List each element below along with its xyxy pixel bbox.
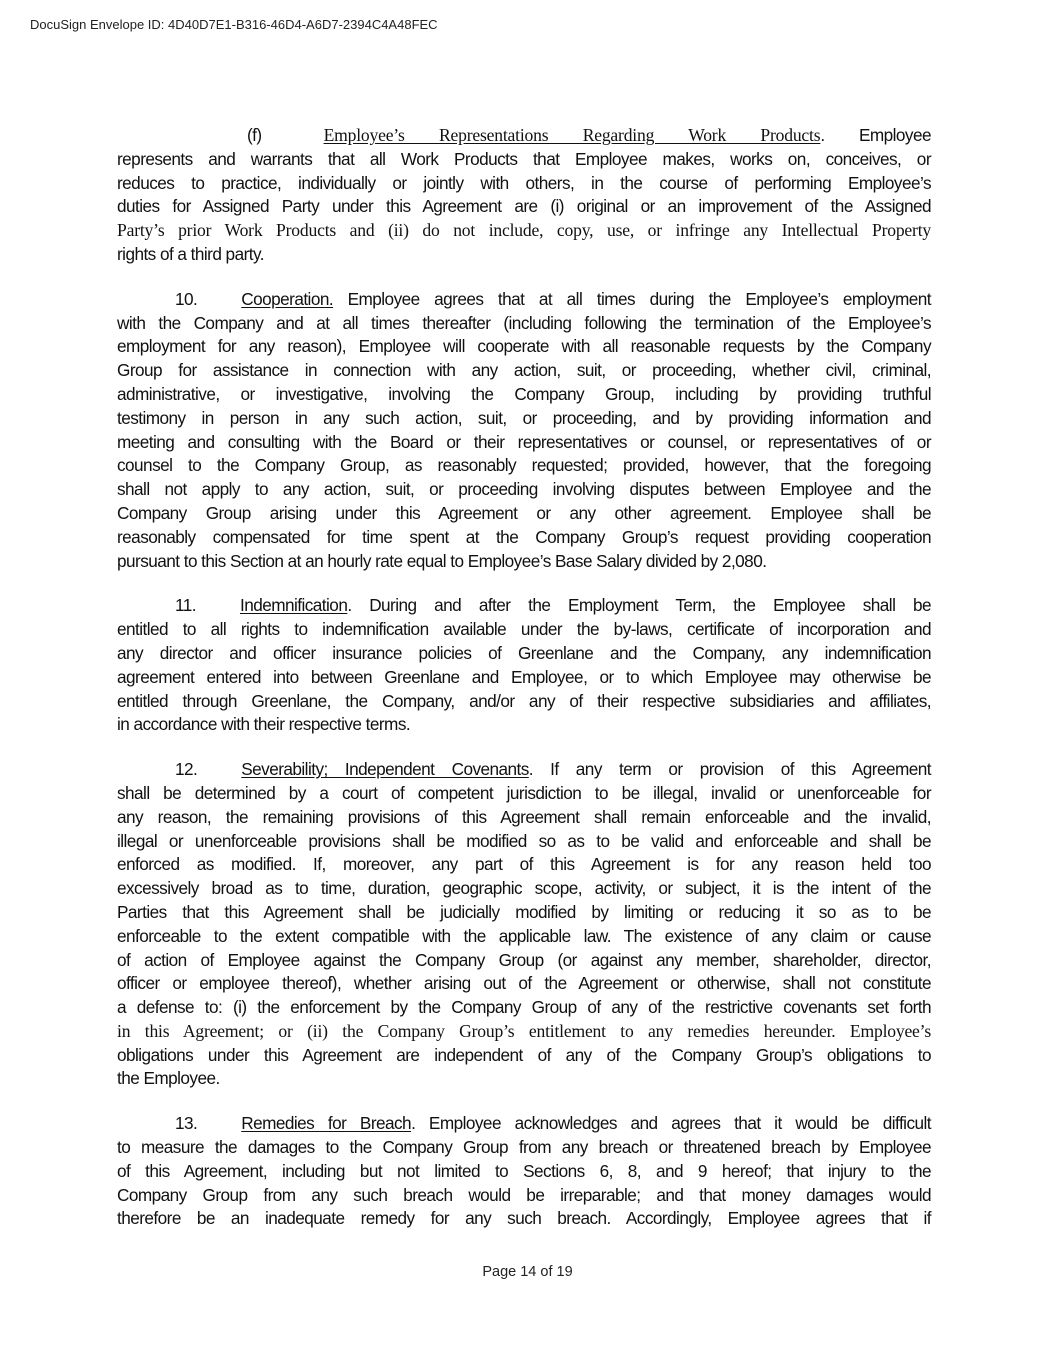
section-first-line (117, 1112, 931, 1136)
section-text: . During and after the Employment Term, the Employee shall be (347, 595, 931, 616)
section-line: agreement entered into between Greenlane and Employee, or to which Employee may otherwise be (117, 666, 931, 687)
section-line: Company Group arising under this Agreement or any other agreement. Employee shall be (117, 502, 931, 523)
section-line: of action of Employee against the Company Group (or against any member, shareholder, director, (117, 949, 931, 970)
section-number: 11. (175, 595, 196, 616)
section-line: pursuant to this Section at an hourly rate equal to Employee’s Base Salary divided by 2,080. (117, 550, 767, 571)
section-text: . If any term or provision of this Agreement (528, 759, 931, 780)
section-heading: Indemnification (239, 595, 348, 616)
section-line: shall be determined by a court of competent jurisdiction to be illegal, invalid or unenforceable for (117, 782, 931, 803)
section-first-line (117, 758, 931, 782)
section-line: testimony in person in any such action, suit, or proceeding, and by providing information and (117, 407, 931, 428)
section-line: any reason, the remaining provisions of this Agreement shall remain enforceable and the invalid, (117, 806, 931, 827)
section-line: a defense to: (i) the enforcement by the Company Group of any of the restrictive covenants set forth (117, 997, 931, 1018)
section-line: illegal or unenforceable provisions shall be modified so as to be valid and enforceable and shall be (117, 830, 931, 851)
section-heading: Employee’s Representations Regarding Work Products (323, 125, 821, 145)
section-line: rights of a third party. (117, 243, 264, 264)
section-line: reasonably compensated for time spent at the Company Group’s request providing cooperation (117, 526, 931, 547)
section-number: 13. (175, 1113, 198, 1134)
section-line: of this Agreement, including but not limited to Sections 6, 8, and 9 hereof; that injury to the (117, 1160, 931, 1181)
section-first-line (117, 288, 931, 312)
section-heading: Cooperation. (241, 288, 334, 309)
section-line: obligations under this Agreement are independent of any of the Company Group’s obligations to (117, 1044, 931, 1065)
section-line: enforceable to the extent compatible with the applicable law. The existence of any claim or cause (117, 925, 931, 946)
section-line: in accordance with their respective terms. (117, 714, 411, 735)
section-11-indemnification (117, 594, 931, 737)
page-number: Page 14 of 19 (482, 1264, 573, 1280)
section-heading: Severability; Independent Covenants (241, 759, 529, 780)
section-line: Parties that this Agreement shall be judicially modified by limiting or reducing it so as to be (117, 901, 931, 922)
section-first-line (117, 124, 931, 148)
section-line: reduces to practice, individually or jointly with others, in the course of performing Employee’s (117, 172, 931, 193)
section-line: counsel to the Company Group, as reasonably requested; provided, however, that the foregoing (117, 455, 931, 476)
section-line: entitled to all rights to indemnification available under the by-laws, certificate of incorporation and (117, 619, 931, 640)
section-line: duties for Assigned Party under this Agreement are (i) original or an improvement of the Assigned (117, 196, 931, 217)
section-line: the Employee. (117, 1068, 220, 1089)
section-line: in this Agreement; or (ii) the Company Group’s entitlement to any remedies hereunder. Employee’s (117, 1020, 931, 1041)
section-line: officer or employee thereof), whether arising out of the Agreement or otherwise, shall not constitute (117, 973, 931, 994)
section-line: Party’s prior Work Products and (ii) do not include, copy, use, or infringe any Intellectual Property (117, 220, 931, 241)
document-body (117, 124, 931, 1252)
section-first-line (117, 594, 931, 618)
section-line: represents and warrants that all Work Products that Employee makes, works on, conceives, or (117, 148, 931, 169)
section-number: 10. (175, 288, 198, 309)
section-text: . Employee (820, 125, 931, 145)
section-number: 12. (175, 759, 198, 780)
section-line: with the Company and at all times thereafter (including following the termination of the Employee’s (117, 312, 931, 333)
section-line: to measure the damages to the Company Group from any breach or threatened breach by Employee (117, 1137, 931, 1158)
section-13-remedies (117, 1112, 931, 1231)
section-number: (f) (247, 125, 262, 145)
section-12-severability (117, 758, 931, 1091)
section-10-cooperation (117, 288, 931, 574)
section-text: . Employee acknowledges and agrees that it would be difficult (411, 1113, 931, 1134)
section-line: administrative, or investigative, involving the Company Group, including by providing truthful (117, 383, 931, 404)
section-line: Company Group from any such breach would be irreparable; and that money damages would (117, 1184, 931, 1205)
section-line: enforced as modified. If, moreover, any part of this Agreement is for any reason held too (117, 854, 931, 875)
section-f (117, 124, 931, 267)
section-heading: Remedies for Breach (241, 1113, 412, 1134)
section-text: Employee agrees that at all times during the Employee’s employment (333, 288, 931, 309)
section-line: excessively broad as to time, duration, geographic scope, activity, or subject, it is the intent of the (117, 878, 931, 899)
section-line: meeting and consulting with the Board or their representatives or counsel, or representatives of or (117, 431, 931, 452)
docusign-envelope-id: DocuSign Envelope ID: 4D40D7E1-B316-46D4-A6D7-2394C4A48FEC (30, 17, 438, 32)
section-line: therefore be an inadequate remedy for any such breach. Accordingly, Employee agrees that if (117, 1208, 931, 1229)
section-line: entitled through Greenlane, the Company, and/or any of their respective subsidiaries and affiliates, (117, 690, 931, 711)
section-line: shall not apply to any action, suit, or proceeding involving disputes between Employee and the (117, 479, 931, 500)
section-line: employment for any reason), Employee will cooperate with all reasonable requests by the Company (117, 336, 931, 357)
section-line: any director and officer insurance policies of Greenlane and the Company, any indemnification (117, 642, 931, 663)
section-line: Group for assistance in connection with any action, suit, or proceeding, whether civil, criminal, (117, 360, 931, 381)
